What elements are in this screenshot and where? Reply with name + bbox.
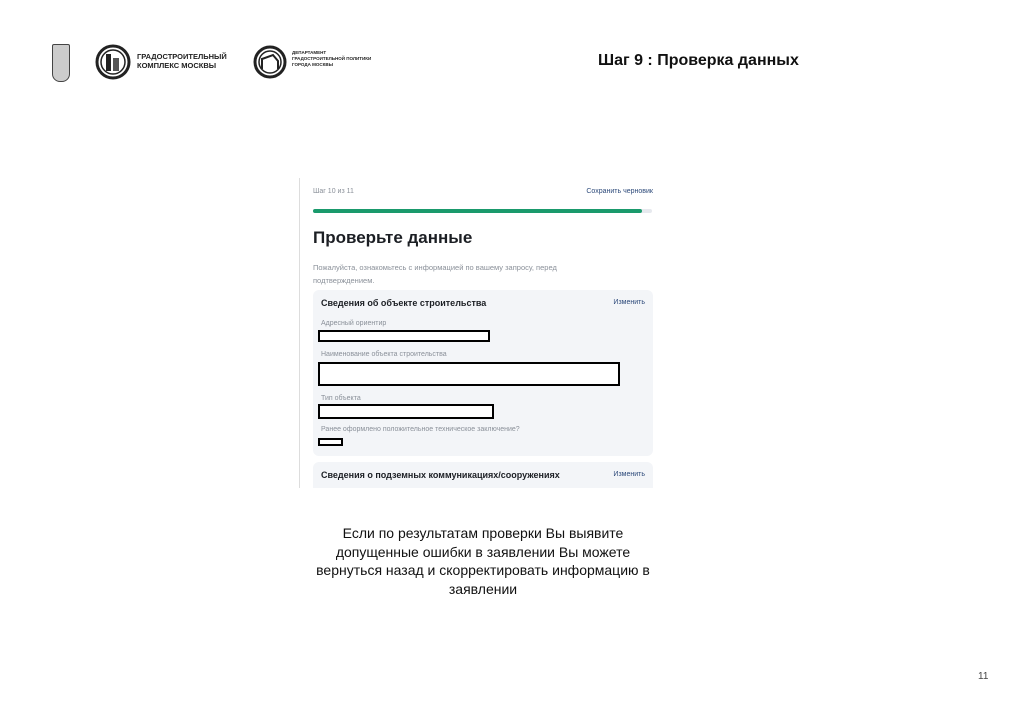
- gkm-logo-icon: [95, 44, 131, 80]
- card-construction-object: [313, 290, 653, 456]
- page-number: 11: [978, 671, 989, 682]
- field-label: Адресный ориентир: [321, 320, 387, 327]
- edit-link[interactable]: Изменить: [613, 299, 645, 306]
- dgp-logo-text: [292, 50, 371, 68]
- card-title: Сведения об объекте строительства: [321, 298, 487, 308]
- save-draft-link[interactable]: Сохранить черновик: [586, 188, 653, 195]
- gkm-logo-text: [137, 52, 227, 70]
- slide-title: Шаг 9 : Проверка данных: [598, 52, 799, 69]
- edit-link[interactable]: Изменить: [613, 471, 645, 478]
- field-label: Наименование объекта строительства: [321, 351, 447, 358]
- field-label: Тип объекта: [321, 395, 361, 402]
- card-underground-utilities: [313, 462, 653, 488]
- logo-line: ГРАДОСТРОИТЕЛЬНОЙ ПОЛИТИКИ: [292, 56, 372, 61]
- moscow-coat-of-arms-logo: [52, 44, 70, 82]
- logo-line: ГРАДОСТРОИТЕЛЬНЫЙ: [137, 52, 227, 61]
- field-label: Ранее оформлено положительное техническое заключение?: [321, 426, 520, 433]
- description: Пожалуйста, ознакомьтесь с информацией по вашему запросу, перед подтверждением.: [313, 263, 557, 285]
- logo-line: КОМПЛЕКС МОСКВЫ: [137, 61, 217, 70]
- progress-bar: [313, 209, 652, 213]
- dgp-logo-icon: [253, 45, 287, 79]
- progress-fill: [313, 209, 642, 213]
- step-indicator: Шаг 10 из 11: [313, 188, 354, 195]
- redacted-value: [318, 404, 494, 419]
- redacted-value: [318, 438, 343, 446]
- logo-line: ДЕПАРТАМЕНТ: [292, 50, 327, 55]
- caption: Если по результатам проверки Вы выявите допущенные ошибки в заявлении Вы можете вернуться назад и скорректировать информацию в заявлении: [316, 525, 650, 597]
- redacted-value: [318, 330, 490, 342]
- page-heading: Проверьте данные: [313, 228, 473, 247]
- logo-line: ГОРОДА МОСКВЫ: [292, 62, 333, 67]
- form-screenshot: [299, 178, 666, 488]
- redacted-value: [318, 362, 620, 386]
- card-title: Сведения о подземных коммуникациях/сооружениях: [321, 470, 560, 480]
